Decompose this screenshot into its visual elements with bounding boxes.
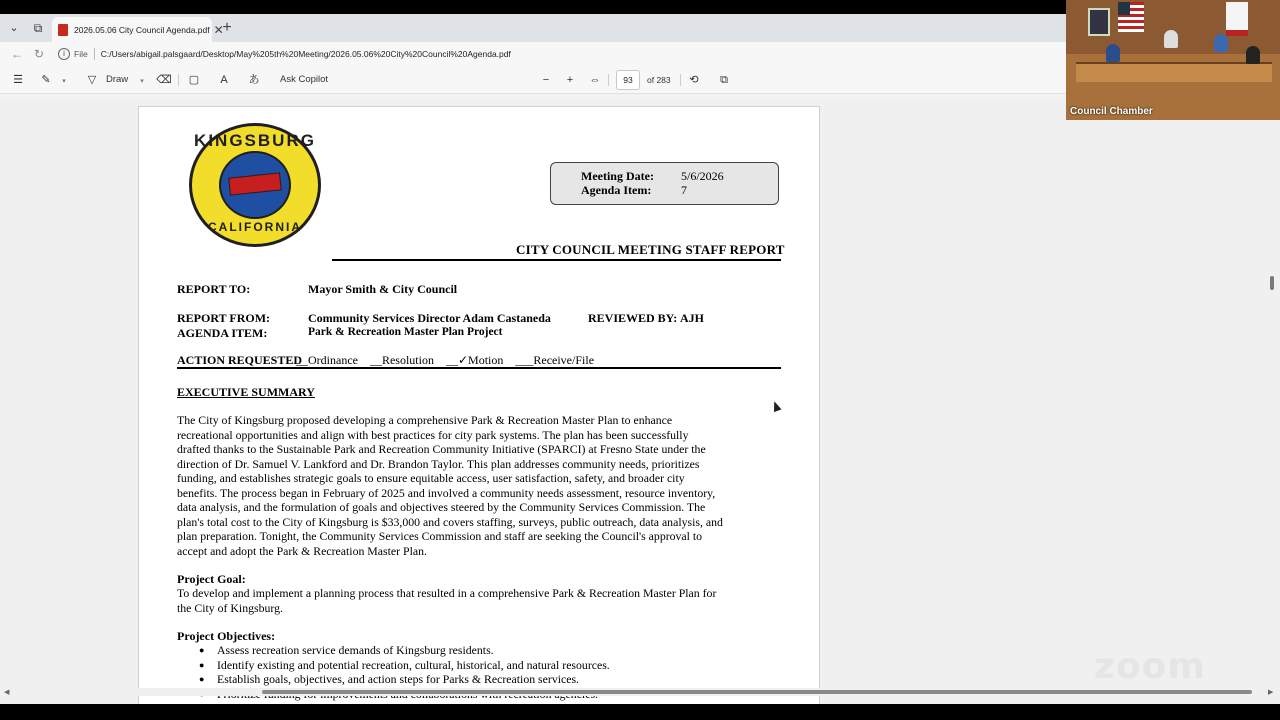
list-item [199, 643, 610, 658]
exec-summary-line: benefits. The process began in February of 2025 and involved a community needs assessment, resource inventory, [177, 485, 716, 500]
translate-icon[interactable]: あ [248, 74, 260, 86]
agenda-item-label: Agenda Item: [581, 183, 652, 197]
title-rule [332, 259, 781, 261]
tab-title: 2026.05.06 City Council Agenda.pdf [74, 24, 210, 35]
draw-button[interactable]: Draw [106, 74, 129, 85]
rotate-icon[interactable]: ⟲ [689, 74, 699, 86]
report-title: CITY COUNCIL MEETING STAFF REPORT [516, 242, 785, 257]
page-number-input[interactable]: 93 [616, 70, 640, 90]
meeting-date-value: 5/6/2026 [681, 169, 724, 183]
url-divider [94, 48, 95, 60]
toolbar-divider [608, 74, 609, 86]
list-item [199, 672, 610, 687]
exec-summary-line: The City of Kingsburg proposed developing a comprehensive Park & Recreation Master Plan to enhance [177, 413, 673, 427]
agenda-item-field-label: AGENDA ITEM: [177, 326, 268, 340]
zoom-watermark: zoom [1094, 646, 1206, 687]
objective-text: Assess recreation service demands of Kingsburg residents. [217, 643, 494, 657]
person-figure [1214, 34, 1228, 52]
exec-summary-line: data analysis, and the formulation of goals and objectives steered by the Community Services Commission. The [177, 500, 706, 514]
agenda-item-value: 7 [681, 183, 687, 197]
meeting-info-box [550, 162, 779, 205]
back-arrow-icon[interactable]: ← [11, 47, 23, 61]
objective-text: Identify existing and potential recreation, cultural, historical, and natural resources. [217, 657, 610, 672]
exec-summary-paragraph [177, 413, 777, 558]
exec-summary-title: EXECUTIVE SUMMARY [177, 385, 315, 399]
ask-copilot-button[interactable]: Ask Copilot [280, 74, 329, 85]
project-goal-paragraph [177, 586, 777, 615]
action-rule [177, 367, 781, 369]
city-seal-logo [189, 123, 321, 247]
wall-screen [1088, 8, 1110, 36]
bottom-black-bar [0, 704, 1280, 720]
refresh-icon[interactable]: ↻ [33, 47, 45, 61]
scroll-right-arrow-icon[interactable]: ▶ [1268, 689, 1274, 696]
video-label: Council Chamber [1070, 106, 1153, 117]
project-objectives-title: Project Objectives: [177, 629, 276, 643]
action-requested-label: ACTION REQUESTED [177, 353, 303, 367]
zoom-in-button[interactable]: + [566, 74, 574, 86]
person-figure [1106, 44, 1120, 62]
report-to-value: Mayor Smith & City Council [308, 282, 458, 296]
person-figure [1164, 30, 1178, 48]
eraser-icon[interactable]: ⌫ [156, 74, 172, 86]
exec-summary-line: plan preparation. Tonight, the Community Services Commission and staff are seeking the Council's approval to [177, 529, 703, 543]
meeting-date-label: Meeting Date: [581, 169, 654, 183]
person-figure [1246, 46, 1260, 64]
list-item [199, 658, 610, 673]
bullet-icon: ● [199, 674, 205, 684]
page-view-icon[interactable]: ⧉ [720, 74, 728, 86]
toolbar-divider [178, 74, 179, 86]
report-from-label: REPORT FROM: [177, 311, 271, 325]
report-to-label: REPORT TO: [177, 282, 251, 296]
vertical-scrollbar[interactable] [1268, 80, 1276, 690]
tab-close-icon[interactable]: ✕ [213, 22, 224, 37]
seal-bottom-text: CALIFORNIA [208, 220, 302, 234]
url-input[interactable]: C:/Users/abigail.palsgaard/Desktop/May%205th%20Meeting/2026.05.06%20City%20Council%20Agenda.pdf [100, 49, 511, 59]
pdf-viewer[interactable] [0, 100, 1280, 710]
highlight-dropdown-chevron-icon[interactable]: ▾ [62, 78, 66, 85]
fit-page-icon[interactable]: ⇔ [589, 74, 601, 86]
exec-summary-line: funding, and establishes strategic goals to ensure equitable access, user satisfaction, safety, and broader city [177, 471, 685, 485]
bullet-icon: ● [199, 645, 205, 655]
info-icon[interactable]: i [58, 48, 70, 60]
exec-summary-line: accept and adopt the Park & Recreation Master Plan. [177, 543, 427, 558]
draw-icon[interactable]: ▽ [87, 74, 97, 86]
project-goal-line: the City of Kingsburg. [177, 600, 283, 615]
council-dais [1076, 62, 1272, 82]
objective-text: Establish goals, objectives, and action steps for Parks & Recreation services. [217, 672, 580, 686]
california-flag-icon [1226, 2, 1248, 36]
pdf-icon [58, 24, 68, 36]
exec-summary-line: drafted thanks to the Sustainable Park and Recreation Community Initiative (SPARCI) at Fresno State under the [177, 442, 706, 456]
highlight-icon[interactable]: ✎ [41, 74, 51, 86]
zoom-video-thumbnail[interactable] [1066, 0, 1280, 120]
tab-actions-icon[interactable]: ⧉ [33, 21, 43, 35]
new-tab-button[interactable]: + [222, 19, 232, 36]
project-goal-line: To develop and implement a planning process that resulted in a comprehensive Park & Recreation Master Plan for [177, 586, 717, 600]
report-from-value: Community Services Director Adam Castaneda [308, 311, 551, 325]
horizontal-scrollbar[interactable] [0, 688, 1280, 696]
draw-dropdown-chevron-icon[interactable]: ▾ [140, 78, 144, 85]
scroll-left-arrow-icon[interactable]: ◀ [4, 689, 10, 696]
zoom-out-button[interactable]: − [542, 74, 550, 86]
seal-top-text: KINGSBURG [194, 131, 316, 150]
tab-list-chevron-icon[interactable]: ⌄ [9, 22, 19, 34]
toolbar-divider [680, 74, 681, 86]
contents-icon[interactable]: ☰ [13, 74, 23, 86]
exec-summary-line: plan's total cost to the City of Kingsburg is $33,000 and covers staffing, surveys, public outreach, data analysis, and [177, 514, 723, 529]
read-aloud-icon[interactable]: A [220, 74, 228, 86]
reviewed-by-label: REVIEWED BY: [588, 311, 678, 325]
vertical-scroll-thumb[interactable] [1270, 276, 1274, 290]
pdf-page [138, 106, 820, 716]
url-scheme: File [74, 49, 88, 59]
reviewed-by-value: AJH [680, 311, 704, 325]
action-options: __Ordinance __Resolution __✓Motion ___Receive/File [296, 353, 595, 367]
us-flag-icon [1118, 2, 1144, 32]
tab-pdf[interactable] [52, 17, 224, 42]
page-total: of 283 [647, 75, 671, 85]
project-goal-title: Project Goal: [177, 572, 246, 586]
bullet-icon: ● [199, 659, 205, 670]
text-box-icon[interactable]: ▢ [188, 74, 200, 86]
agenda-item-field-value: Park & Recreation Master Plan Project [308, 326, 503, 338]
exec-summary-line: direction of Dr. Samuel V. Lankford and Dr. Brandon Taylor. This plan addresses community needs, prioritizes [177, 456, 700, 471]
horizontal-scroll-thumb[interactable] [262, 690, 1252, 694]
exec-summary-line: recreational opportunities and align with best practices for city park systems. The plan has been successfully [177, 427, 689, 442]
